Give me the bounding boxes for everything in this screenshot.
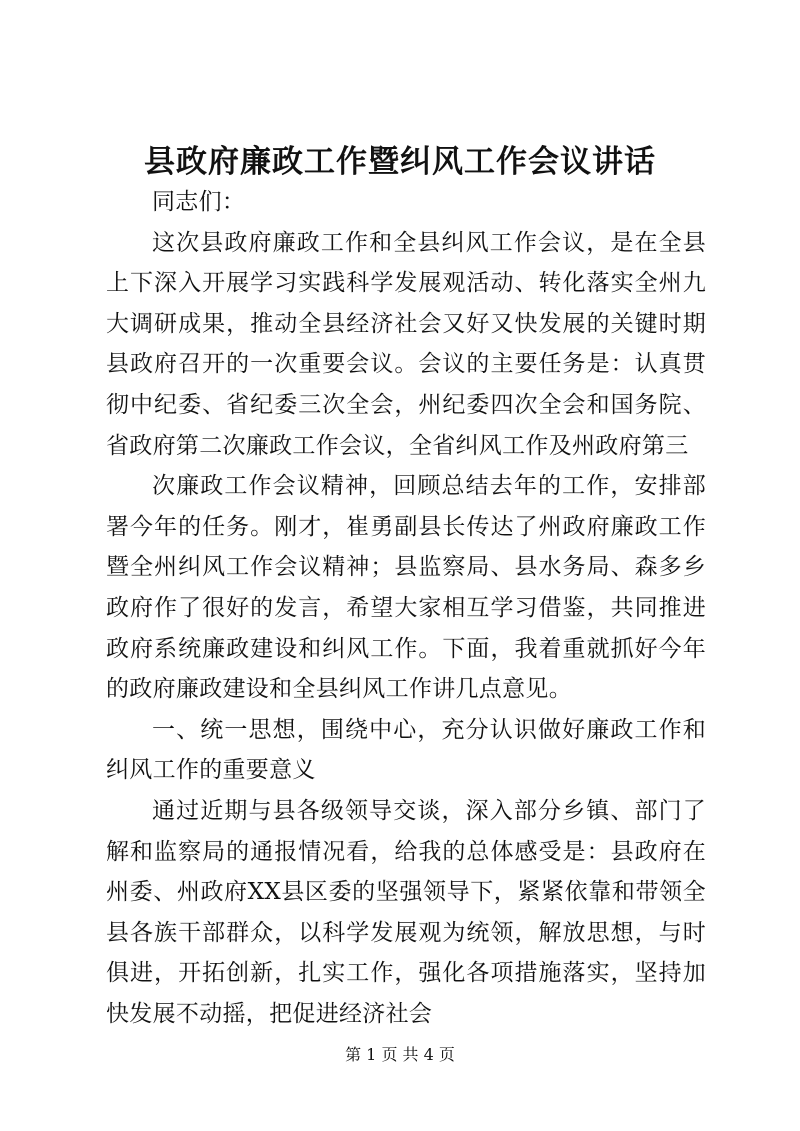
section-heading: 一、统一思想，围绕中心，充分认识做好廉政工作和纠风工作的重要意义: [106, 716, 706, 784]
body-paragraph: 通过近期与县各级领导交谈，深入部分乡镇、部门了解和监察局的通报情况看，给我的总体感受是：县政府在州委、州政府XX县区委的坚强领导下，紧紧依靠和带领全县各族干部群众，以科学发展观为统领，解放思想，与时俱进，开拓创新，扎实工作，强化各项措施落实，坚持加快发展不动摇，把促进经济社会: [106, 797, 706, 1027]
body-paragraph: 这次县政府廉政工作和全县纠风工作会议，是在全县上下深入开展学习实践科学发展观活动、转化落实全州九大调研成果，推动全县经济社会又好又快发展的关键时期县政府召开的一次重要会议。会议的主要任务是：认真贯彻中纪委、省纪委三次全会，州纪委四次全会和国务院、省政府第二次廉政工作会议，全省纠风工作及州政府第三: [106, 229, 706, 459]
document-title: 县政府廉政工作暨纠风工作会议讲话: [144, 144, 656, 180]
greeting-paragraph: 同志们：: [152, 189, 246, 215]
document-body: [106, 182, 706, 1034]
page-footer: 第 1 页 共 4 页: [345, 1045, 455, 1064]
body-paragraph: 次廉政工作会议精神，回顾总结去年的工作，安排部署今年的任务。刚才，崔勇副县长传达了州政府廉政工作暨全州纠风工作会议精神；县监察局、县水务局、森多乡政府作了很好的发言，希望大家相互学习借鉴，共同推进政府系统廉政建设和纠风工作。下面，我着重就抓好今年的政府廉政建设和全县纠风工作讲几点意见。: [106, 473, 706, 703]
